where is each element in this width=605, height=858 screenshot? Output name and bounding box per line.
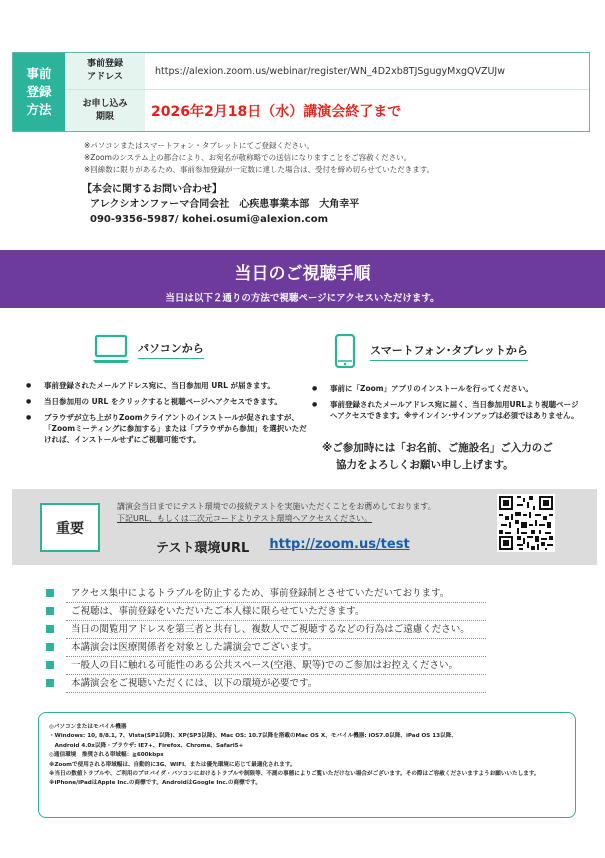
note-item: ※Zoomのシステム上の都合により、お宛名が敬称略での送信になりますことをご容赦ください。	[84, 153, 412, 162]
viewing-subtitle: 当日は以下２通りの方法で視聴ページにアクセスいただけます。	[165, 293, 440, 304]
list-item: 本講演会をご視聴いただくには、以下の環境が必要です。	[46, 676, 470, 691]
laptop-icon	[92, 334, 130, 364]
contact-block	[82, 182, 359, 227]
env-line: ・Windows: 10, 8/8.1, 7、Vista(SP1以降)、XP(SP3以降)、Mac OS: 10.7以降を搭載のMac OS X、モバイル機器: iOS7.0以降、iPad OS 13以降、	[49, 733, 457, 740]
list-item: ● 当日参加用の URL をクリックすると視聴ページへアクセスできます。	[26, 396, 314, 407]
registration-address-row	[65, 53, 589, 90]
contact-details[interactable]: 090-9356-5987/ kohei.osumi@alexion.com	[90, 214, 328, 225]
env-line: ◎パソコンまたはモバイル機器	[49, 724, 127, 730]
list-item: ● 事前に「Zoom」アプリのインストールを行ってください。	[312, 383, 584, 394]
list-item: 当日の閲覧用アドレスを第三者と共有し、複数人でご視聴するなどの行為はご遠慮ください。	[46, 622, 470, 637]
list-item: ● 事前登録されたメールアドレス宛に届く、当日参加用URLより視聴ページへアクセスできます。※サインイン･サインアップは必須ではありません。	[312, 399, 584, 421]
divider	[66, 656, 486, 657]
note-item: ※回線数に限りがあるため、事前参加登録が一定数に達した場合は、受付を締め切らせていただきます。	[84, 165, 435, 174]
qr-code-icon[interactable]	[497, 494, 555, 552]
important-badge: 重要	[40, 503, 100, 552]
env-line: ※Zoomで使用される帯域幅は、自動的に3G、WIFI、または優先環境に応じて最適化されます。	[49, 761, 296, 768]
registration-deadline: 2026年2月18日（水）講演会終了まで	[151, 103, 402, 120]
env-line: ※iPhone/iPadはApple Inc.の商標です。AndroidはGoogle Inc.の商標です。	[49, 780, 261, 787]
pc-steps	[26, 380, 314, 450]
registration-deadline-key: お申し込み 期限	[65, 90, 145, 131]
divider	[66, 638, 486, 639]
env-line: ◎通信環境 推奨される帯域幅：≧600kbps	[49, 752, 164, 759]
remark-line: ※ご参加時には「お名前、ご施設名」ご入力のご	[322, 442, 553, 454]
note-item: ※パソコンまたはスマートフォン・タブレットにてご登録ください。	[84, 141, 315, 150]
viewing-title: 当日のご視聴手順	[234, 264, 371, 284]
env-line: ※当日の数値トラブルや、ご利用のプロバイダ・パソコンにおけるトラブルや制限等、不測の事態によりご覧いただけない場合がございます。その際はご容赦くださいますようお願いいたします。	[49, 771, 540, 778]
mobile-heading-label: スマートフォン･タブレットから	[370, 342, 528, 361]
viewing-banner	[0, 250, 605, 308]
env-line: Android 4.0x以降・ブラウザ: IE7+、Firefox、Chrome、Safari5+	[49, 742, 244, 749]
list-item: 一般人の目に触れる可能性のある公共スペース(空港、駅等)でのご参加はお控えください。	[46, 658, 470, 673]
smartphone-icon	[334, 334, 356, 368]
divider	[66, 692, 486, 693]
test-env-label: テスト環境URL	[156, 541, 250, 556]
list-item: 本講演会は医療関係者を対象とした講演会でございます。	[46, 640, 470, 655]
divider	[66, 620, 486, 621]
divider	[66, 602, 486, 603]
list-item: ご視聴は、事前登録をいただいたご本人様に限らせていただきます。	[46, 604, 470, 619]
important-line: 講演会当日までにテスト環境での接続テストを実施いただくことをお薦めしております。	[117, 502, 436, 511]
registration-section-label: 事前 登録 方法	[13, 53, 65, 131]
registration-url[interactable]: https://alexion.zoom.us/webinar/register/WN_4D2xb8TJSgugyMxgQVZUJw	[155, 65, 505, 77]
contact-heading: 【本会に関するお問い合わせ】	[82, 184, 222, 195]
mobile-heading	[334, 334, 528, 368]
test-env-link[interactable]: http://zoom.us/test	[269, 537, 410, 552]
divider	[66, 674, 486, 675]
registration-table	[12, 52, 590, 132]
contact-org: アレクシオンファーマ合同会社 心疾患事業本部 大角幸平	[90, 199, 360, 210]
remark-line: 協力をよろしくお願い申し上げます。	[336, 459, 514, 471]
mobile-steps	[312, 383, 584, 426]
important-line: 下記URL、もしくは二次元コードよりテスト環境へアクセスください。	[117, 514, 373, 523]
participation-remark	[322, 440, 587, 474]
registration-deadline-row	[65, 90, 589, 131]
pc-heading-label: パソコンから	[138, 340, 204, 359]
important-text	[117, 501, 436, 525]
test-environment	[156, 537, 410, 556]
pc-heading	[92, 334, 204, 364]
registration-address-key: 事前登録 アドレス	[65, 53, 145, 89]
list-item: ● ブラウザが立ち上がりZoomクライアントのインストールが促されますが、「Zoomミーティングに参加する」または「ブラウザから参加」を選択いただければ、インストールせずにご視聴可能です。	[26, 412, 314, 445]
list-item: ● 事前登録されたメールアドレス宛に、当日参加用 URL が届きます。	[26, 380, 314, 391]
list-item: アクセス集中によるトラブルを防止するため、事前登録制とさせていただいております。	[46, 586, 470, 601]
registration-notes	[84, 140, 434, 176]
environment-requirements	[38, 712, 576, 818]
